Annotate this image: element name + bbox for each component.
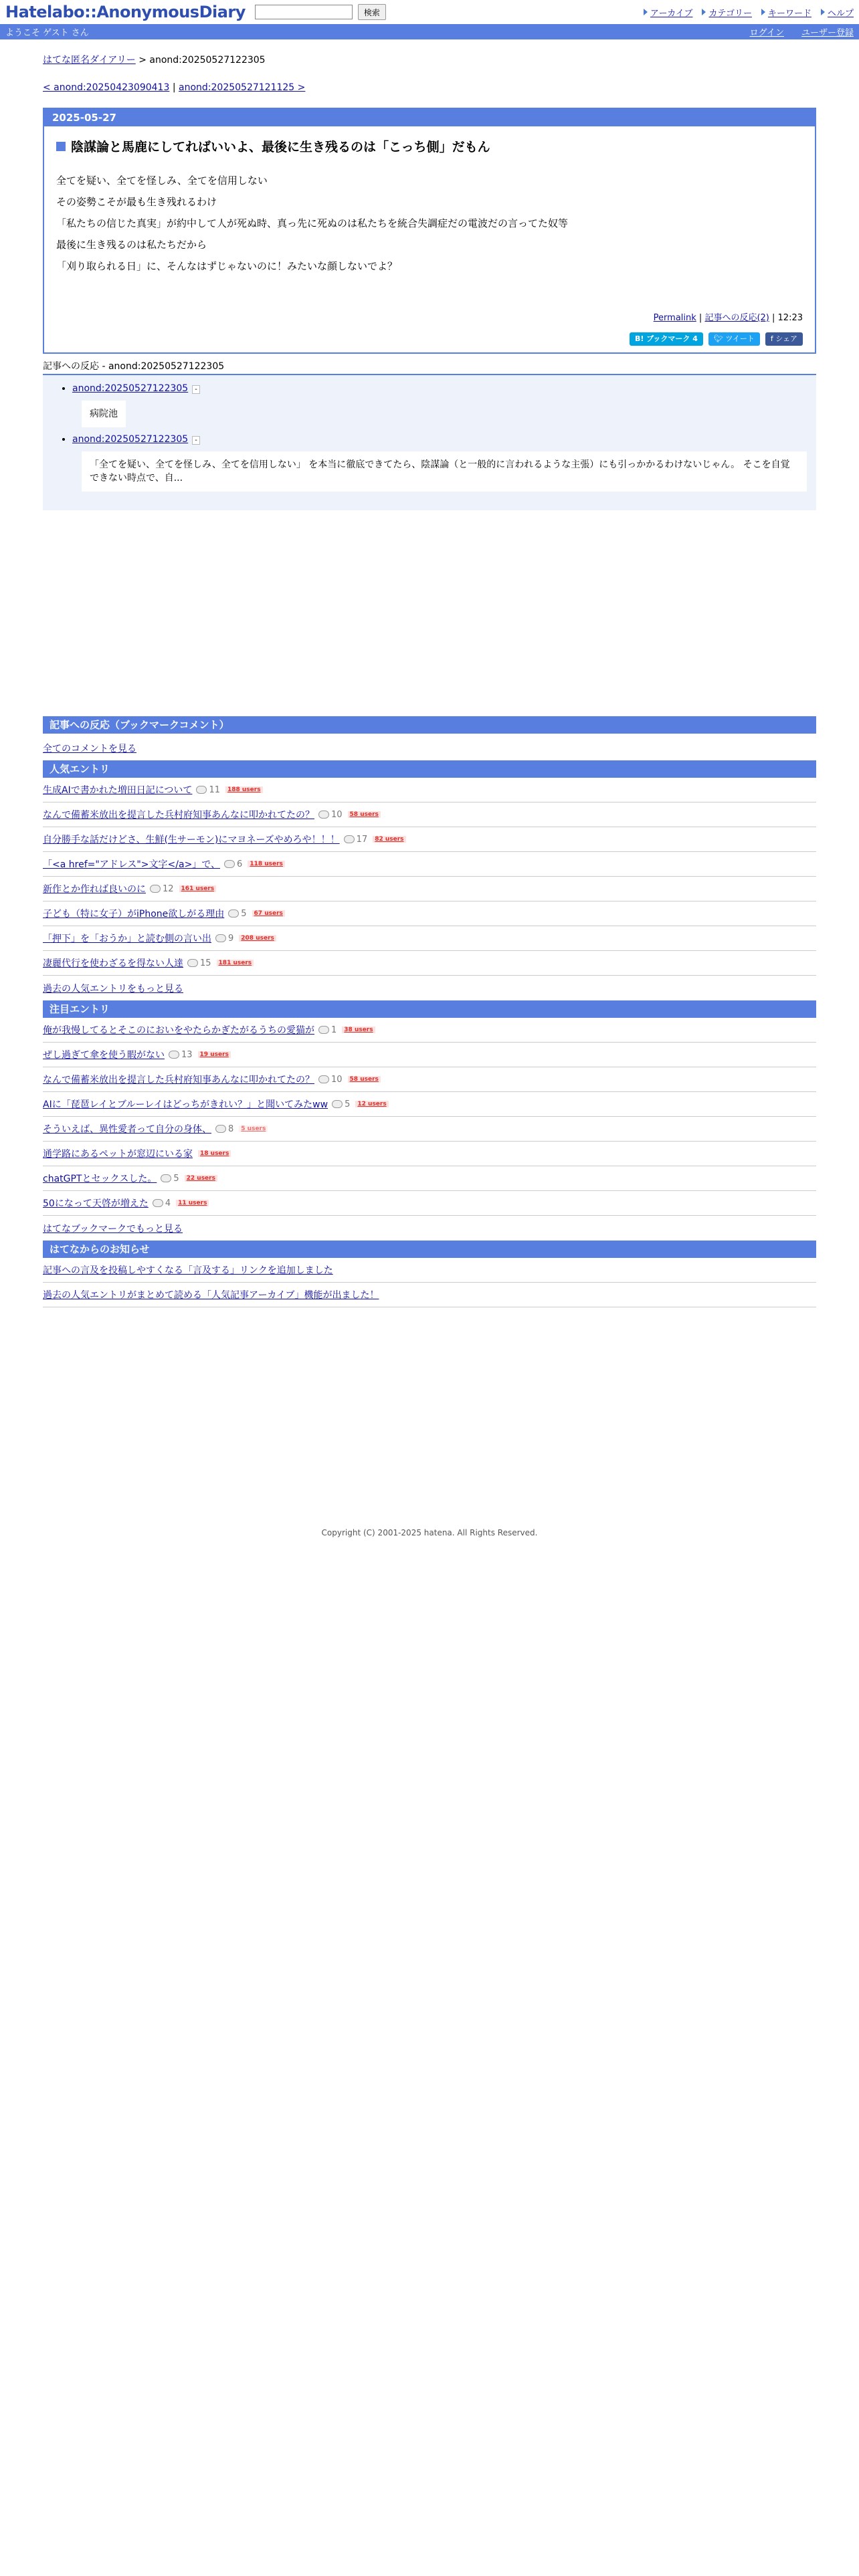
user-bar	[0, 24, 859, 39]
tweet-button[interactable]	[708, 332, 760, 346]
entry-title-link[interactable]: 生成AIで書かれた増田日記について	[43, 785, 193, 796]
news-link[interactable]: 過去の人気エントリがまとめて読める「人気記事アーカイブ」機能が出ました！	[43, 1290, 379, 1301]
nav-help-label: ヘルプ	[827, 8, 854, 19]
entry-row	[43, 1018, 816, 1043]
entry-row	[43, 1117, 816, 1142]
bookmark-users-badge[interactable]: 181 users	[217, 960, 254, 966]
bookmark-users-badge[interactable]: 67 users	[252, 910, 285, 917]
bookmark-users-badge[interactable]: 118 users	[248, 861, 285, 867]
permalink-link[interactable]: Permalink	[653, 313, 696, 323]
bookmark-users-badge[interactable]: 12 users	[355, 1101, 388, 1107]
entry-title-link[interactable]: なんで備蓄米放出を提言した兵村府知事あんなに叩かれてたの？	[43, 1075, 314, 1085]
entry-row	[43, 901, 816, 926]
entry-title	[56, 137, 803, 155]
comment-count[interactable]	[161, 1174, 179, 1184]
all-comments-row	[43, 734, 816, 760]
entry-body	[56, 170, 803, 277]
comment-count[interactable]	[228, 909, 246, 919]
copyright: Copyright (C) 2001-2025 hatena. All Rights Reserved.	[321, 1528, 538, 1537]
nav-help-link[interactable]	[821, 6, 854, 19]
comment-count[interactable]	[169, 1050, 193, 1060]
search-input[interactable]	[255, 5, 353, 19]
entry-title-link[interactable]: AIに「琵琶レイとブルーレイはどっちがきれい？」と聞いてみたww	[43, 1099, 328, 1110]
comment-bubble-icon	[344, 835, 355, 843]
bookmark-users-badge[interactable]: 82 users	[373, 836, 405, 843]
entry-paragraph: 「私たちの信じた真実」が約中して人が死ぬ時、真っ先に死ぬのは私たちを統合失調症だの電波だの言ってた奴等	[56, 217, 569, 229]
reactions-link[interactable]: 記事への反応(2)	[704, 313, 769, 323]
search-button[interactable]: 検索	[358, 4, 386, 20]
bookmark-users-badge[interactable]: 161 users	[179, 885, 217, 892]
comment-count-value: 12	[163, 883, 174, 894]
comment-count-value: 4	[165, 1198, 171, 1208]
reaction-item	[72, 434, 807, 492]
nav-archive-label: アーカイブ	[650, 8, 693, 19]
entry-footer: Permalink | 記事への反応(2) | 12:23	[653, 313, 803, 323]
featured-more-link[interactable]: はてなブックマークでもっと見る	[43, 1223, 183, 1235]
main-content	[43, 39, 816, 1537]
reaction-dash[interactable]: -	[192, 436, 200, 445]
diary-entry	[43, 108, 816, 354]
bookmark-users-badge[interactable]: 58 users	[348, 1076, 381, 1083]
bookmark-users-badge[interactable]: 38 users	[342, 1027, 375, 1033]
comment-bubble-icon	[332, 1100, 343, 1108]
search-form	[255, 4, 386, 20]
entry-row	[43, 926, 816, 951]
entry-row	[43, 802, 816, 827]
comment-bubble-icon	[224, 860, 235, 868]
reactions-box	[43, 375, 816, 510]
breadcrumb-separator: >	[138, 55, 147, 66]
welcome-text: ようこそ ゲスト さん	[5, 28, 89, 38]
entry-title-text[interactable]: 陰謀論と馬鹿にしてればいいよ、最後に生き残るのは「こっち側」だもん	[71, 140, 490, 154]
comment-count-value: 5	[173, 1173, 179, 1184]
breadcrumb-current: anond:20250527122305	[149, 55, 266, 66]
share-buttons	[56, 332, 803, 346]
entry-title-link[interactable]: なんで備蓄米放出を提言した兵村府知事あんなに叩かれてたの？	[43, 810, 314, 821]
entry-row	[43, 1067, 816, 1092]
entry-title-link[interactable]: ぜし過ぎて傘を使う暇がない	[43, 1050, 165, 1061]
comment-bubble-icon	[150, 885, 161, 893]
comment-count[interactable]	[224, 859, 242, 869]
top-nav	[644, 6, 854, 19]
reaction-quote: 「全てを疑い、全てを怪しみ、全てを信用しない」 を本当に徹底できてたら、陰謀論（と一般的に言われるような主張）にも引っかかるわけないじゃん。 そこを自覚できない時点で、自...	[82, 451, 807, 492]
comment-count[interactable]	[187, 958, 211, 968]
comment-count-value: 9	[228, 933, 234, 944]
popular-list	[43, 778, 816, 976]
entry-row	[43, 1166, 816, 1191]
entry-title-link[interactable]: chatGPTとセックスした。	[43, 1174, 157, 1184]
bookmark-users-badge[interactable]: 19 users	[198, 1051, 231, 1058]
news-item	[43, 1283, 816, 1307]
comment-count[interactable]	[332, 1099, 350, 1109]
entry-title-link[interactable]: 「<a href="アドレス">文字</a>」で、	[43, 859, 221, 870]
login-link[interactable]: ログイン	[749, 28, 784, 38]
bookmark-users-badge[interactable]: 22 users	[185, 1175, 217, 1182]
entry-row	[43, 1142, 816, 1166]
breadcrumb	[43, 53, 816, 66]
comment-bubble-icon	[215, 934, 226, 942]
hatena-bookmark-button[interactable]: B! ブックマーク 4	[630, 332, 703, 346]
bookmark-users-badge[interactable]: 5 users	[239, 1125, 268, 1132]
comment-bubble-icon	[196, 786, 207, 794]
bookmark-users-badge[interactable]: 58 users	[348, 811, 381, 818]
nav-keyword-link[interactable]	[761, 6, 812, 19]
reactions-label: 記事への反応 - anond:20250527122305	[43, 354, 816, 375]
bookmark-comments-heading: 記事への反応（ブックマークコメント）	[43, 716, 816, 734]
entry-title-link[interactable]: 50になって天啓が増えた	[43, 1198, 149, 1209]
entry-paragraph: 全てを疑い、全てを怪しみ、全てを信用しない	[56, 175, 268, 187]
comment-bubble-icon	[318, 811, 329, 819]
entry-title-link[interactable]: 自分勝手な話だけどさ、生鮮(生サーモン)にマヨネーズやめろや！！！	[43, 835, 340, 845]
facebook-share-button[interactable]	[765, 332, 803, 346]
tweet-label: ツイート	[725, 334, 755, 343]
entry-row	[43, 1191, 816, 1216]
comment-count-value: 1	[331, 1025, 337, 1035]
featured-list	[43, 1018, 816, 1216]
comment-count-value: 15	[200, 958, 211, 968]
comment-count-value: 10	[331, 809, 343, 820]
comment-count[interactable]	[318, 1025, 337, 1035]
entry-pager	[43, 82, 816, 93]
popular-more-link[interactable]: 過去の人気エントリをもっと見る	[43, 983, 183, 994]
comment-count-value: 10	[331, 1074, 343, 1085]
triangle-icon	[761, 9, 765, 15]
entry-row	[43, 778, 816, 802]
top-bar	[0, 0, 859, 24]
ad-space	[43, 510, 816, 716]
popular-more-row	[43, 976, 816, 1000]
comment-count-value: 8	[228, 1123, 234, 1134]
comment-count-value: 13	[181, 1049, 193, 1060]
news-item	[43, 1258, 816, 1283]
comment-count[interactable]	[318, 1075, 343, 1085]
entry-title-link[interactable]: そういえば、異性愛者って自分の身体、	[43, 1124, 211, 1135]
entry-title-link[interactable]: 新作とか作れば良いのに	[43, 884, 146, 895]
triangle-icon	[644, 9, 648, 15]
entry-row	[43, 827, 816, 852]
facebook-icon: f	[770, 334, 776, 343]
comment-count[interactable]	[215, 1124, 233, 1134]
comment-count-value: 5	[345, 1099, 351, 1109]
entry-row	[43, 877, 816, 901]
bookmark-users-badge[interactable]: 18 users	[198, 1150, 231, 1157]
entry-title-link[interactable]: 子ども（特に女子）がiPhone欲しがる理由	[43, 909, 225, 920]
register-link[interactable]: ユーザー登録	[801, 28, 854, 38]
news-link[interactable]: 記事への言及を投稿しやすくなる「言及する」リンクを追加しました	[43, 1265, 333, 1276]
entry-title-link[interactable]: 「押下」を「おうか」と読む側の言い出	[43, 934, 211, 944]
triangle-icon	[702, 9, 706, 15]
entry-paragraph: その姿勢こそが最も生き残れるわけ	[56, 196, 217, 208]
comment-bubble-icon	[318, 1026, 329, 1034]
comment-count-value: 11	[209, 784, 220, 795]
reaction-quote: 病院池	[82, 401, 126, 427]
comment-count-value: 5	[241, 908, 247, 919]
comment-bubble-icon	[318, 1075, 329, 1083]
featured-heading: 注目エントリ	[43, 1000, 816, 1018]
entry-time: 12:23	[777, 313, 803, 323]
comment-bubble-icon	[215, 1125, 226, 1133]
site-logo[interactable]: Hatelabo::AnonymousDiary	[5, 3, 246, 21]
bookmark-users-badge[interactable]: 208 users	[239, 935, 276, 942]
entry-row	[43, 852, 816, 877]
featured-more-row	[43, 1216, 816, 1241]
comment-count-value: 17	[356, 834, 368, 845]
comment-count[interactable]	[150, 884, 174, 894]
entry-row	[43, 1092, 816, 1117]
reaction-link[interactable]: anond:20250527122305	[72, 383, 189, 394]
entry-date: 2025-05-27	[44, 109, 815, 126]
bird-icon: 🐦︎	[713, 334, 726, 343]
comment-bubble-icon	[169, 1051, 179, 1059]
reaction-item	[72, 383, 807, 427]
comment-bubble-icon	[153, 1199, 163, 1207]
bookmark-users-badge[interactable]: 188 users	[225, 786, 263, 793]
news-heading: はてなからのお知らせ	[43, 1241, 816, 1258]
entry-title-link[interactable]: 通学路にあるペットが窓辺にいる家	[43, 1149, 193, 1160]
reaction-link[interactable]: anond:20250527122305	[72, 434, 189, 445]
nav-keyword-label: キーワード	[767, 8, 812, 19]
entry-title-link[interactable]: 俺が我慢してるとそこのにおいをやたらかぎたがるうちの愛猫が	[43, 1025, 314, 1036]
entry-row	[43, 951, 816, 976]
square-icon	[56, 142, 66, 151]
entry-paragraph: 最後に生き残るのは私たちだから	[56, 239, 207, 251]
bookmark-users-badge[interactable]: 11 users	[176, 1200, 209, 1206]
entry-paragraph: 「刈り取られる日」に、そんなはずじゃないのに！みたいな顔しないでよ？	[56, 260, 398, 272]
entry-title-link[interactable]: 凄麗代行を使わざるを得ない人達	[43, 958, 183, 969]
comment-count-value: 6	[237, 859, 243, 869]
reaction-dash[interactable]: -	[192, 385, 200, 394]
nav-archive-link[interactable]	[644, 6, 693, 19]
all-comments-link[interactable]: 全てのコメントを見る	[43, 744, 136, 754]
next-entry-link[interactable]: anond:20250527121125 >	[179, 82, 306, 93]
comment-bubble-icon	[228, 909, 239, 918]
entry-row	[43, 1043, 816, 1067]
comment-count[interactable]	[153, 1198, 171, 1208]
nav-category-label: カテゴリー	[708, 8, 752, 19]
pager-separator: |	[172, 82, 176, 93]
comment-bubble-icon	[187, 959, 198, 967]
popular-heading: 人気エントリ	[43, 760, 816, 778]
comment-bubble-icon	[161, 1174, 171, 1182]
nav-category-link[interactable]	[702, 6, 751, 19]
prev-entry-link[interactable]: < anond:20250423090413	[43, 82, 170, 93]
breadcrumb-home-link[interactable]: はてな匿名ダイアリー	[43, 55, 136, 66]
comment-count[interactable]	[196, 785, 220, 795]
comment-count[interactable]	[318, 810, 343, 820]
fb-label: シェア	[775, 334, 797, 343]
triangle-icon	[821, 9, 825, 15]
comment-count[interactable]	[215, 934, 233, 944]
comment-count[interactable]	[344, 835, 368, 845]
